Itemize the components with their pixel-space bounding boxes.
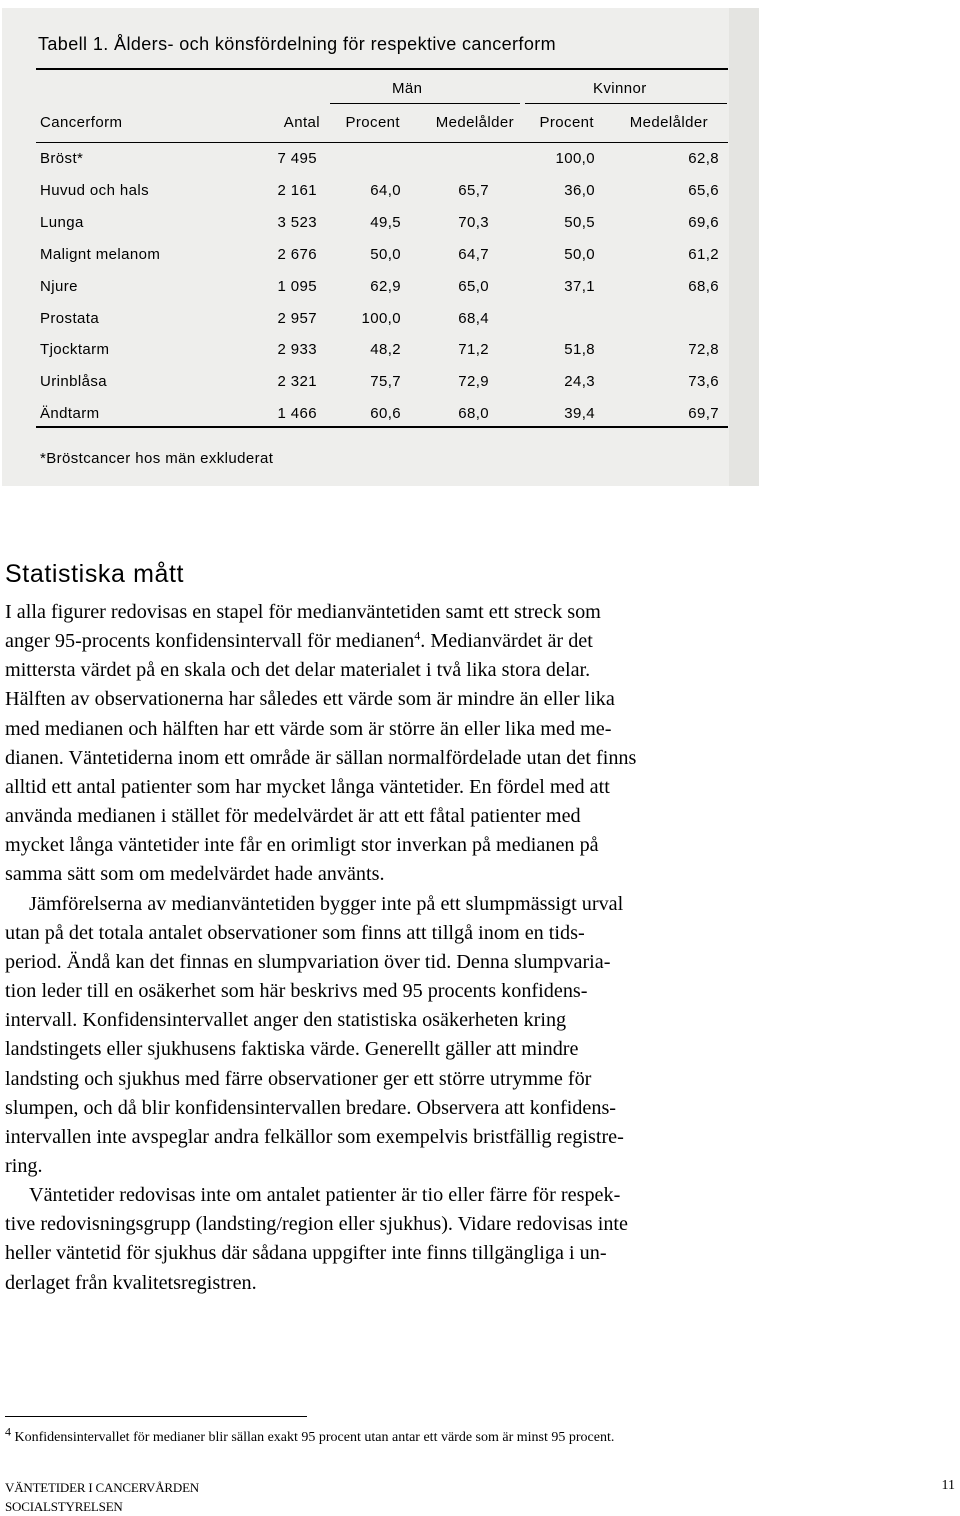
text-line: intervall. Konfidensintervallet anger den statistiska osäkerheten kring	[5, 1009, 567, 1032]
column-header: Medelålder	[629, 114, 708, 131]
table-cell: 1 466	[277, 405, 317, 423]
page-number: 11	[941, 1478, 955, 1493]
table-cell: 61,2	[688, 245, 719, 263]
table-cell: 49,5	[370, 213, 401, 231]
table-cell: 50,0	[564, 245, 595, 263]
row-label: Huvud och hals	[40, 181, 149, 199]
paragraph-1	[5, 598, 757, 890]
table-cell: 73,6	[688, 373, 719, 391]
table-cell: 60,6	[370, 405, 401, 423]
text-line: mycket långa väntetider inte får en orimligt stor inverkan på medianen på	[5, 834, 599, 857]
paragraph-2	[5, 890, 757, 1182]
text-line: Hälften av observationerna har således ett värde som är mindre än eller lika	[5, 688, 615, 711]
row-label: Ändtarm	[40, 405, 100, 423]
table-cell: 64,7	[458, 245, 489, 263]
group-label-women: Kvinnor	[593, 80, 647, 97]
table-cell: 1 095	[277, 277, 317, 295]
column-header: Antal	[283, 114, 320, 131]
table-panel-shade	[729, 8, 759, 486]
table-cell: 7 495	[277, 150, 317, 167]
paragraph-3	[5, 1181, 757, 1298]
table-cell: 69,6	[688, 213, 719, 231]
table-cell: 62,8	[688, 150, 719, 167]
table-cell: 36,0	[564, 181, 595, 199]
table-cell: 65,6	[688, 181, 719, 199]
table-cell: 68,6	[688, 277, 719, 295]
text-fragment: . Medianvärdet är det	[420, 630, 593, 653]
table-cell: 39,4	[564, 405, 595, 423]
table-header-rule	[36, 142, 728, 143]
table-cell: 71,2	[458, 341, 489, 359]
group-label-men: Män	[392, 80, 423, 97]
table-top-rule	[36, 68, 728, 70]
text-line: mittersta värdet på en skala och det delar materialet i två lika stora delar.	[5, 659, 591, 682]
table-bottom-rule	[36, 426, 728, 428]
table-cell: 2 321	[277, 373, 317, 391]
table-cell: 50,5	[564, 213, 595, 231]
text-line: Väntetider redovisas inte om antalet patienter är tio eller färre för respek-	[29, 1184, 621, 1207]
row-label: Lunga	[40, 213, 84, 231]
table-cell: 48,2	[370, 341, 401, 359]
table-cell: 24,3	[564, 373, 595, 391]
table-cell: 51,8	[564, 341, 595, 359]
footer-publication: VÄNTETIDER I CANCERVÅRDEN	[5, 1480, 199, 1495]
table-cell: 2 933	[277, 341, 317, 359]
table-cell: 2 676	[277, 245, 317, 263]
column-header: Medelålder	[435, 114, 514, 131]
page-footer	[5, 1478, 199, 1516]
table-cell: 65,0	[458, 277, 489, 295]
table-cell: 70,3	[458, 213, 489, 231]
group-line-men	[330, 103, 520, 104]
table-cell: 69,7	[688, 405, 719, 423]
table-cell: 62,9	[370, 277, 401, 295]
text-line: alltid ett antal patienter som har mycket långa väntetider. En fördel med att	[5, 775, 610, 798]
table-cell: 68,4	[458, 309, 489, 327]
table-cell: 75,7	[370, 373, 401, 391]
text-line: period. Ändå kan det finnas en slumpvariation över tid. Denna slumpvaria-	[5, 950, 611, 973]
column-header: Procent	[539, 114, 594, 131]
text-line: intervallen inte avspeglar andra felkällor som exempelvis bristfällig registre-	[5, 1125, 624, 1148]
text-line: tive redovisningsgrupp (landsting/region eller sjukhus). Vidare redovisas inte	[5, 1213, 628, 1236]
body-text	[5, 598, 757, 1298]
table-cell: 72,9	[458, 373, 489, 391]
table-cell: 65,7	[458, 181, 489, 199]
table-cell: 100,0	[361, 309, 401, 327]
footnote-number: 4	[5, 1424, 11, 1439]
table-cell: 2 957	[277, 309, 317, 327]
text-line: slumpen, och då blir konfidensintervallen bredare. Observera att konfidens-	[5, 1096, 617, 1119]
footer-publisher: SOCIALSTYRELSEN	[5, 1499, 123, 1514]
text-line: dianen. Väntetiderna inom ett område är sällan normalfördelade utan det finns	[5, 746, 637, 769]
footnote-ref: 4	[414, 628, 421, 643]
table-cell: 100,0	[555, 150, 595, 167]
table-cell: 64,0	[370, 181, 401, 199]
table-title: Tabell 1. Ålders- och könsfördelning för respektive cancerform	[38, 34, 557, 54]
table-cell: 72,8	[688, 341, 719, 359]
column-header: Cancerform	[40, 114, 123, 131]
text-line: ring.	[5, 1154, 43, 1177]
footnote-text: Konfidensintervallet för medianer blir sällan exakt 95 procent utan antar ett värde som är minst 95 procent.	[14, 1430, 615, 1445]
row-label: Prostata	[40, 309, 100, 327]
section-title: Statistiska mått	[5, 560, 185, 588]
text-line: I alla figurer redovisas en stapel för medianväntetiden samt ett streck som	[5, 601, 601, 623]
text-line: landsting och sjukhus med färre observationer ger ett större utrymme för	[5, 1067, 592, 1090]
text-line: Jämförelserna av medianväntetiden bygger inte på ett slumpmässigt urval	[29, 892, 624, 915]
table-cell: 50,0	[370, 245, 401, 263]
table-cell: 2 161	[277, 181, 317, 199]
row-label: Urinblåsa	[40, 373, 107, 391]
row-label: Bröst*	[40, 150, 84, 167]
row-label: Malignt melanom	[40, 245, 161, 263]
table-cell: 3 523	[277, 213, 317, 231]
text-line	[5, 627, 757, 656]
text-line: samma sätt som om medelvärdet hade använts.	[5, 863, 385, 886]
footnote	[5, 1424, 615, 1446]
group-line-women	[525, 103, 727, 104]
text-line: utan på det totala antalet observationer som finns att tillgå inom en tids-	[5, 921, 585, 944]
table-cell: 68,0	[458, 405, 489, 423]
row-label: Tjocktarm	[40, 341, 110, 359]
text-line: använda medianen i stället för medelvärdet är att ett fåtal patienter med	[5, 805, 581, 828]
text-line: med medianen och hälften har ett värde som är större än eller lika med me-	[5, 717, 612, 740]
text-line: tion leder till en osäkerhet som här beskrivs med 95 procents konfidens-	[5, 980, 588, 1003]
row-label: Njure	[40, 277, 78, 295]
footnote-rule	[5, 1416, 307, 1417]
column-header: Procent	[345, 114, 400, 131]
text-line: derlaget från kvalitetsregistren.	[5, 1271, 257, 1294]
text-line: heller väntetid för sjukhus där sådana uppgifter inte finns tillgängliga i un-	[5, 1242, 607, 1265]
text-line: landstingets eller sjukhusens faktiska värde. Generellt gäller att mindre	[5, 1038, 579, 1061]
table-cell: 37,1	[564, 277, 595, 295]
table-note: *Bröstcancer hos män exkluderat	[40, 450, 274, 467]
text-fragment: anger 95-procents konfidensintervall för medianen	[5, 630, 415, 653]
